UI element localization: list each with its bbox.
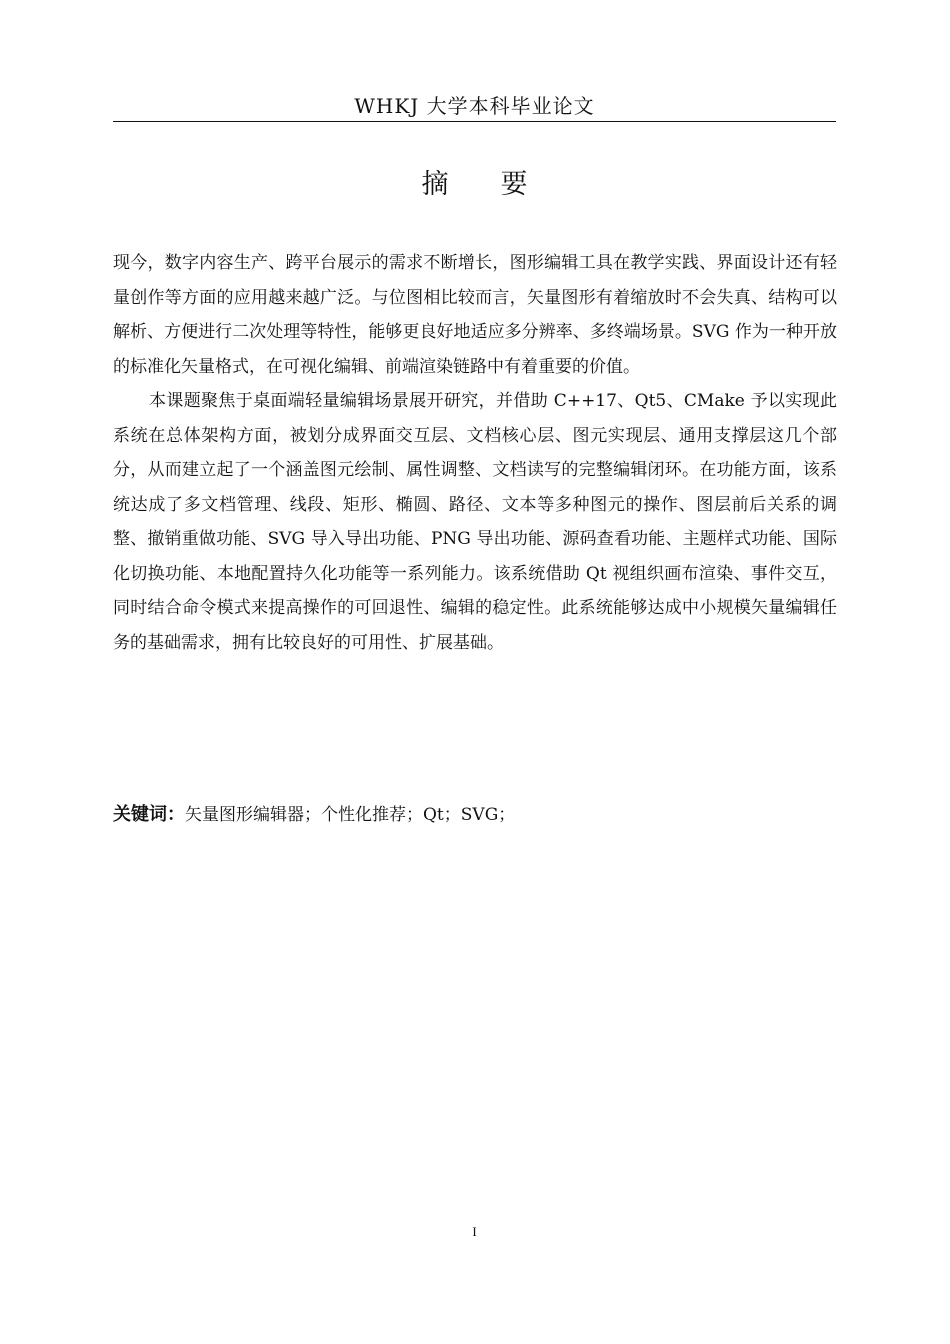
keywords-label: 关键词：	[113, 804, 185, 825]
abstract-paragraph-2: 本课题聚焦于桌面端轻量编辑场景展开研究，并借助 C++17、Qt5、CMake 予以实现此系统在总体架构方面，被划分成界面交互层、文档核心层、图元实现层、通用支撑层这几个部分，从而建立起了一个涵盖图元绘制、属性调整、文档读写的完整编辑闭环。在功能方面，该系统达成了多文档管理、线段、矩形、椭圆、路径、文本等多种图元的操作、图层前后关系的调整、撤销重做功能、SVG 导入导出功能、PNG 导出功能、源码查看功能、主题样式功能、国际化切换功能、本地配置持久化功能等一系列能力。该系统借助 Qt 视组织画布渲染、事件交互，同时结合命令模式来提高操作的可回退性、编辑的稳定性。此系统能够达成中小规模矢量编辑任务的基础需求，拥有比较良好的可用性、扩展基础。	[113, 391, 837, 653]
page-header: WHKJ 大学本科毕业论文	[354, 94, 595, 118]
page-number: I	[472, 1224, 477, 1239]
abstract-paragraph-1: 现今，数字内容生产、跨平台展示的需求不断增长，图形编辑工具在教学实践、界面设计还有轻量创作等方面的应用越来越广泛。与位图相比较而言，矢量图形有着缩放时不会失真、结构可以解析、方便进行二次处理等特性，能够更良好地适应多分辨率、多终端场景。SVG 作为一种开放的标准化矢量格式，在可视化编辑、前端渲染链路中有着重要的价值。	[113, 253, 837, 377]
header-rule	[113, 121, 836, 122]
keywords-line	[113, 800, 837, 830]
abstract-title: 摘要	[421, 169, 580, 200]
abstract-body	[113, 246, 837, 660]
keywords-text: 矢量图形编辑器；个性化推荐；Qt；SVG；	[185, 805, 516, 825]
